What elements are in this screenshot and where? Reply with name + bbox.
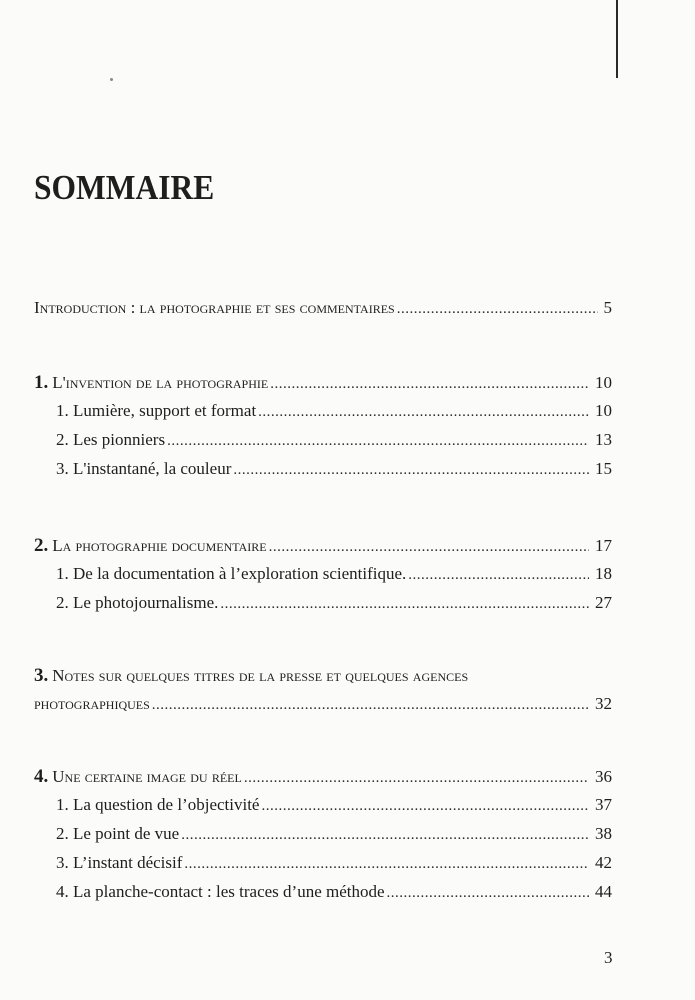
leader-dots (269, 539, 589, 556)
toc-entry-page: 38 (595, 824, 612, 843)
chapter-number: 4. (34, 766, 49, 787)
toc-chapter-3[interactable] (34, 665, 612, 691)
page-title: SOMMAIRE (34, 168, 215, 207)
leader-dots (244, 770, 589, 787)
toc-entry-label: L'invention de la photographie (52, 373, 269, 392)
toc-entry-page: 44 (595, 882, 612, 901)
toc-section-1-2[interactable] (56, 430, 612, 456)
toc-entry-label: 2. Les pionniers (56, 430, 166, 449)
leader-dots (270, 376, 589, 393)
toc-chapter-1[interactable] (34, 372, 612, 398)
toc-section-4-4[interactable] (56, 882, 612, 908)
toc-entry-label: Notes sur quelques titres de la presse et quelques agences (52, 666, 469, 685)
toc-entry-page: 10 (595, 401, 612, 420)
toc-chapter-2[interactable] (34, 535, 612, 561)
toc-section-2-1[interactable] (56, 564, 612, 590)
toc-entry-label: 2. Le photojournalisme. (56, 593, 219, 612)
leader-dots (181, 827, 589, 844)
toc-entry-page: 32 (595, 694, 612, 713)
toc-entry-page: 10 (595, 373, 612, 392)
leader-dots (233, 462, 589, 479)
toc-entry-introduction[interactable] (34, 298, 612, 324)
toc-entry-page: 18 (595, 564, 612, 583)
toc-section-2-2[interactable] (56, 593, 612, 619)
toc-chapter-4[interactable] (34, 766, 612, 792)
toc-entry-label: 1. Lumière, support et format (56, 401, 257, 420)
page-number: 3 (604, 948, 613, 967)
page-edge-line (616, 0, 618, 78)
leader-dots (184, 856, 589, 873)
toc-section-1-1[interactable] (56, 401, 612, 427)
toc-entry-page: 27 (595, 593, 612, 612)
chapter-number: 3. (34, 665, 49, 686)
toc-entry-page: 37 (595, 795, 612, 814)
toc-section-1-3[interactable] (56, 459, 612, 485)
leader-dots (152, 697, 589, 714)
toc-entry-label: Introduction : la photographie et ses commentaires (34, 298, 395, 317)
chapter-number: 1. (34, 372, 49, 393)
leader-dots (220, 596, 589, 613)
leader-dots (387, 885, 589, 902)
leader-dots (397, 301, 598, 318)
toc-entry-label: 1. De la documentation à l’exploration scientifique. (56, 564, 407, 583)
toc-entry-label: 3. L'instantané, la couleur (56, 459, 232, 478)
leader-dots (261, 798, 589, 815)
toc-section-4-1[interactable] (56, 795, 612, 821)
toc-entry-label: 4. La planche-contact : les traces d’une méthode (56, 882, 385, 901)
toc-entry-label: 1. La question de l’objectivité (56, 795, 260, 814)
scan-speck (110, 78, 113, 81)
toc-entry-page: 5 (603, 298, 612, 317)
toc-chapter-3-continued[interactable] (34, 694, 612, 720)
leader-dots (258, 404, 589, 421)
toc-entry-page: 15 (595, 459, 612, 478)
toc-section-4-3[interactable] (56, 853, 612, 879)
toc-entry-page: 36 (595, 767, 612, 786)
toc-entry-label: 3. L’instant décisif (56, 853, 183, 872)
toc-entry-page: 42 (595, 853, 612, 872)
toc-entry-page: 17 (595, 536, 612, 555)
leader-dots (167, 433, 589, 450)
toc-section-4-2[interactable] (56, 824, 612, 850)
toc-entry-label: Une certaine image du réel (52, 767, 242, 786)
toc-entry-label-continued: photographiques (34, 694, 150, 713)
toc-entry-page: 13 (595, 430, 612, 449)
leader-dots (408, 567, 589, 584)
chapter-number: 2. (34, 535, 49, 556)
toc-entry-label: La photographie documentaire (52, 536, 267, 555)
toc-entry-label: 2. Le point de vue (56, 824, 180, 843)
